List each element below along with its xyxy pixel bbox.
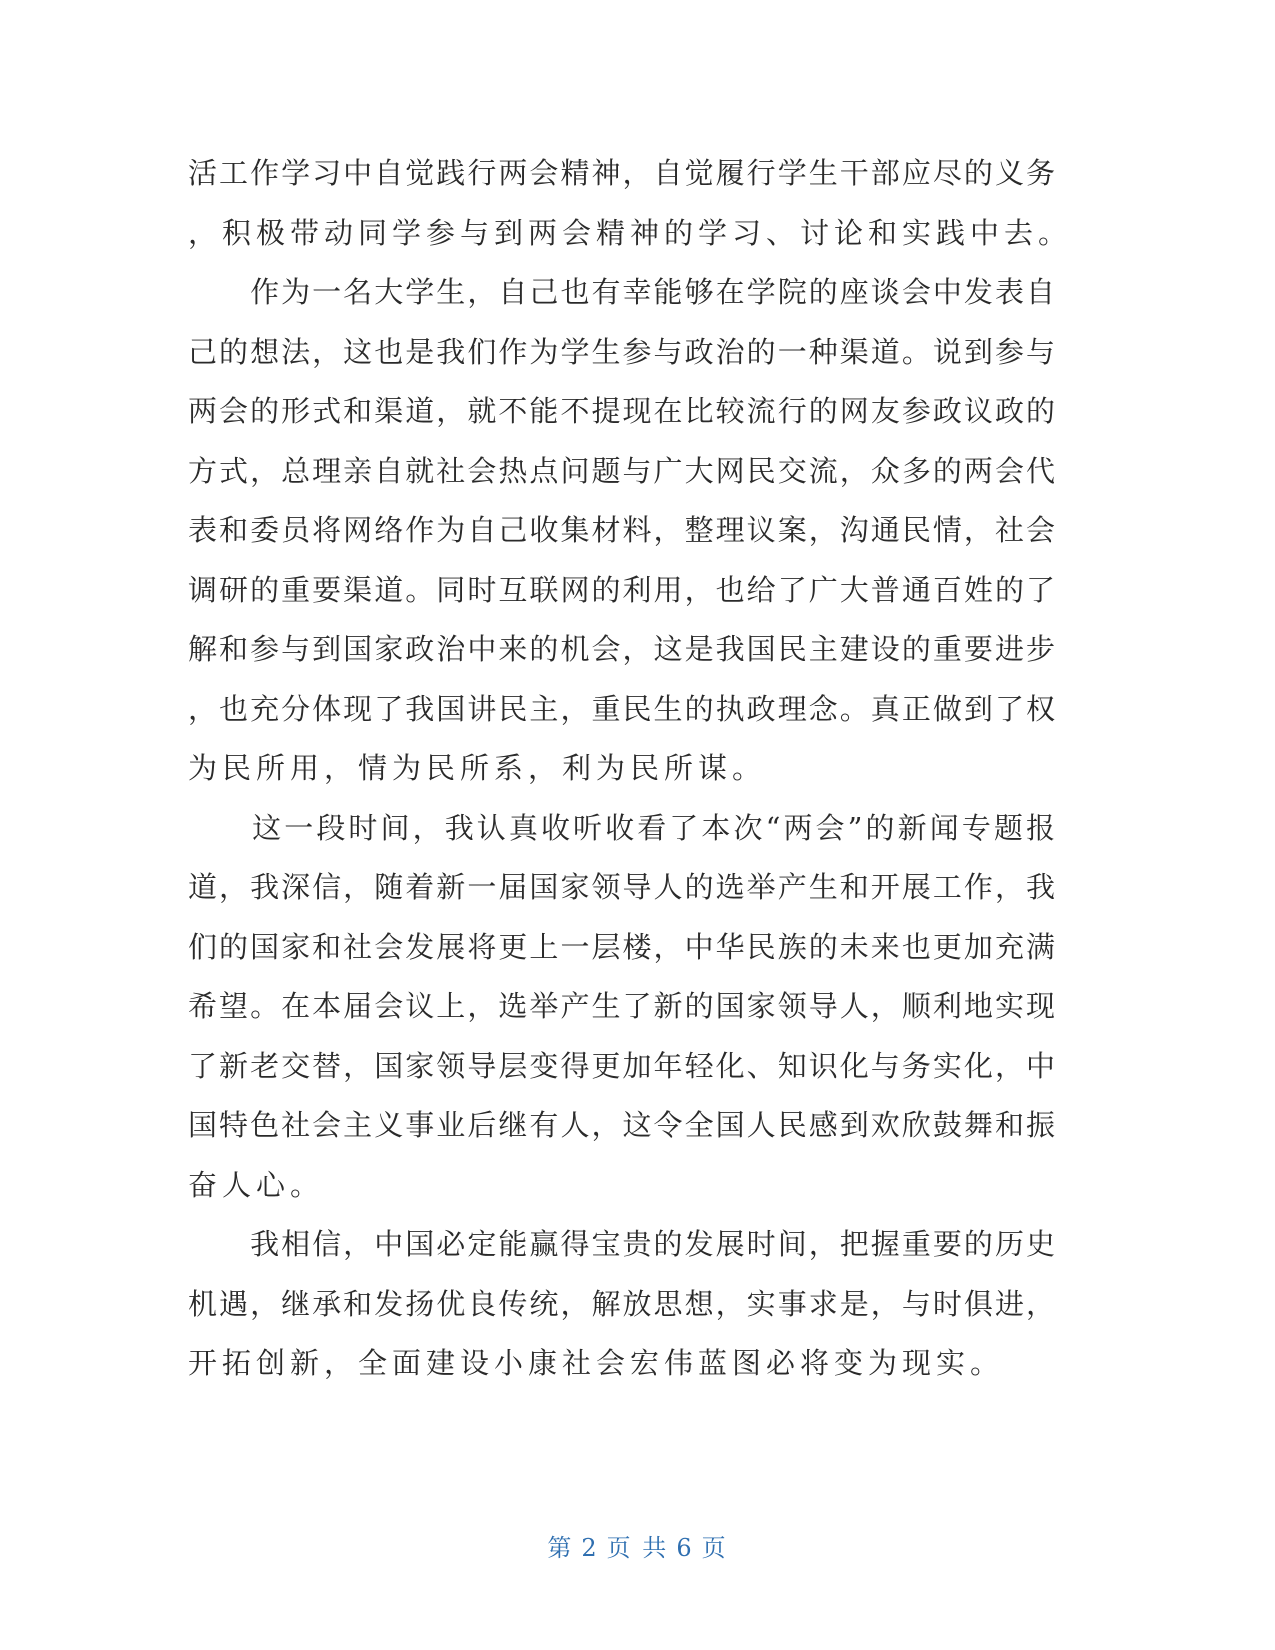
text-line: 己的想法，这也是我们作为学生参与政治的一种渠道。说到参与 (188, 334, 1056, 369)
text-line: ，积极带动同学参与到两会精神的学习、讨论和实践中去。 (188, 215, 1073, 250)
text-line: 了新老交替，国家领导层变得更加年轻化、知识化与务实化，中 (188, 1048, 1056, 1083)
text-line: 两会的形式和渠道，就不能不提现在比较流行的网友参政议政的 (188, 394, 1056, 428)
text-line: 机遇，继承和发扬优良传统，解放思想，实事求是，与时俱进， (188, 1286, 1056, 1321)
footer-prefix: 第 (547, 1534, 574, 1562)
text-line: 开拓创新，全面建设小康社会宏伟蓝图必将变为现实。 (188, 1346, 1005, 1380)
text-line: 道，我深信，随着新一届国家领导人的选举产生和开展工作，我 (188, 870, 1056, 904)
text-line: 国特色社会主义事业后继有人，这令全国人民感到欢欣鼓舞和振 (188, 1108, 1056, 1142)
footer-mid: 页 共 (606, 1534, 669, 1562)
page-footer (0, 1528, 1275, 1563)
footer-suffix: 页 (701, 1534, 728, 1562)
document-body (188, 144, 1073, 1394)
text-line: 为民所用，情为民所系，利为民所谋。 (188, 751, 767, 785)
text-line: 表和委员将网络作为自己收集材料，整理议案，沟通民情，社会 (188, 513, 1056, 547)
text-line: 希望。在本届会议上，选举产生了新的国家领导人，顺利地实现 (188, 989, 1056, 1023)
text-line: 奋人心。 (188, 1167, 325, 1202)
text-line: 作为一名大学生，自己也有幸能够在学院的座谈会中发表自 (188, 275, 1056, 309)
text-line: 解和参与到国家政治中来的机会，这是我国民主建设的重要进步 (188, 632, 1056, 666)
text-line: 我相信，中国必定能赢得宝贵的发展时间，把握重要的历史 (188, 1227, 1056, 1261)
footer-current-page: 2 (581, 1534, 599, 1562)
text-line: 调研的重要渠道。同时互联网的利用，也给了广大普通百姓的了 (188, 572, 1056, 607)
text-line: 活工作学习中自觉践行两会精神，自觉履行学生干部应尽的义务 (188, 156, 1056, 190)
text-line: ，也充分体现了我国讲民主，重民生的执政理念。真正做到了权 (188, 691, 1056, 726)
footer-total-pages: 6 (676, 1534, 694, 1562)
text-line: 这一段时间，我认真收听收看了本次“两会”的新闻专题报 (188, 810, 1056, 845)
text-line: 方式，总理亲自就社会热点问题与广大网民交流，众多的两会代 (188, 453, 1056, 488)
text-line: 们的国家和社会发展将更上一层楼，中华民族的未来也更加充满 (188, 929, 1056, 964)
